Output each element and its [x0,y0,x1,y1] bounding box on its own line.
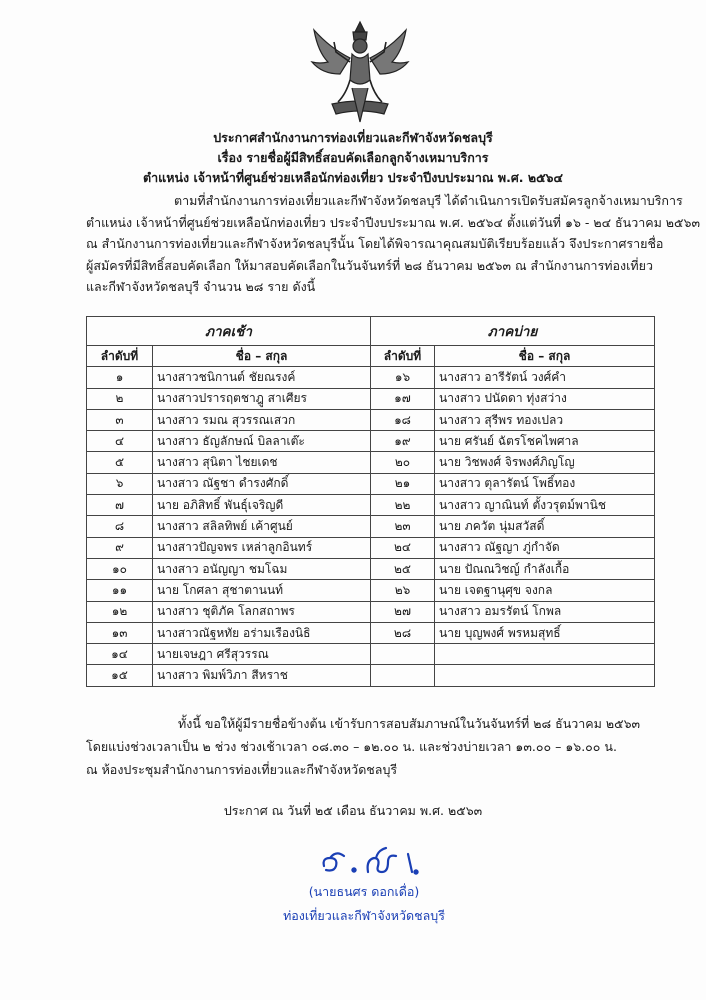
cell-number: ๑๕ [87,665,153,686]
cell-name: นางสาวชนิกานต์ ชัยณรงค์ [153,367,371,388]
closing-paragraph [86,712,686,781]
intro-line: ตำแหน่ง เจ้าหน้าที่ศูนย์ช่วยเหลือนักท่องเที่ยว ประจำปีงบประมาณ พ.ศ. ๒๕๖๔ ตั้งแต่วันที่ ๑๖ - ๒๔ ธันวาคม ๒๕๖๓ [86,214,700,230]
cell-name: นางสาว ปนัดดา ทุ่งสว่าง [435,388,655,409]
intro-line: และกีฬาจังหวัดชลบุรี จำนวน ๒๘ ราย ดังนี้ [86,279,316,294]
cell-number: ๑๑ [87,580,153,601]
cell-number: ๑๒ [87,601,153,622]
cell-name: นางสาว สุนิตา ไชยเดช [153,452,371,473]
cell-number: ๒๕ [371,558,435,579]
cell-name: นางสาว สุรีพร ทองเปลว [435,409,655,430]
header-subject: เรื่อง รายชื่อผู้มีสิทธิ์สอบคัดเลือกลูกจ้างเหมาบริการ [217,150,489,165]
table-row [87,601,655,622]
col-header-name: ชื่อ – สกุล [153,346,371,367]
cell-name: นางสาว พิมพ์วิภา สีหราช [153,665,371,686]
cell-number: ๑๙ [371,431,435,452]
table-row [87,665,655,686]
cell-number: ๒๐ [371,452,435,473]
cell-name: นาย วิชพงศ์ จิรพงศ์ภิญโญ [435,452,655,473]
cell-number: ๒๗ [371,601,435,622]
cell-name: นาย ปัณณวิชญ์ กำลังเกื้อ [435,558,655,579]
cell-number: ๗ [87,495,153,516]
table-row [87,644,655,665]
cell-number: ๑๔ [87,644,153,665]
intro-line: ตามที่สำนักงานการท่องเที่ยวและกีฬาจังหวัดชลบุรี ได้ดำเนินการเปิดรับสมัครลูกจ้างเหมาบริการ [174,193,683,208]
col-header-no: ลำดับที่ [371,346,435,367]
table-row [87,622,655,643]
cell-name: นางสาว ณัฐญา ภู่กำจัด [435,537,655,558]
cell-number [371,644,435,665]
handwritten-signature [316,836,436,882]
signer-block [0,880,706,928]
announcement-date: ประกาศ ณ วันที่ ๒๕ เดือน ธันวาคม พ.ศ. ๒๕๖๓ [223,803,483,818]
morning-session-header: ภาคเช้า [87,317,371,346]
cell-number: ๑๐ [87,558,153,579]
cell-name: นางสาว ญาณินท์ ตั้งวรุตม์พานิช [435,495,655,516]
table-row [87,431,655,452]
table-row [87,580,655,601]
announcement-header [0,128,706,188]
cell-name: นางสาว ณัฐชา ดำรงศักดิ์ [153,473,371,494]
col-header-name: ชื่อ – สกุล [435,346,655,367]
table-row [87,537,655,558]
table-row [87,409,655,430]
cell-number: ๑๗ [371,388,435,409]
cell-name: นางสาว ตุลารัตน์ โพธิ์ทอง [435,473,655,494]
closing-line: โดยแบ่งช่วงเวลาเป็น ๒ ช่วง ช่วงเช้าเวลา ๐๘.๓๐ – ๑๒.๐๐ น. และช่วงบ่ายเวลา ๑๓.๐๐ – ๑๖.๐๐ น. [86,739,617,754]
cell-name: นาย บุญพงศ์ พรหมสุทธิ์ [435,622,655,643]
signer-name: (นายธนศร ดอกเดื่อ) [308,884,420,899]
cell-name [435,644,655,665]
cell-name: นางสาว ชุติภัค โลกสถาพร [153,601,371,622]
cell-number: ๕ [87,452,153,473]
closing-line: ทั้งนี้ ขอให้ผู้มีรายชื่อข้างต้น เข้ารับการสอบสัมภาษณ์ในวันจันทร์ที่ ๒๘ ธันวาคม ๒๕๖๓ [178,716,641,731]
cell-name: นางสาว อารีรัตน์ วงศ์คำ [435,367,655,388]
intro-line: ณ สำนักงานการท่องเที่ยวและกีฬาจังหวัดชลบุรีนั้น โดยได้พิจารณาคุณสมบัติเรียบร้อยแล้ว จึงประกาศรายชื่อ [86,236,664,251]
cell-name: นาย ภควัต นุ่มสวัสดิ์ [435,516,655,537]
candidate-table-body [87,367,655,686]
col-header-no: ลำดับที่ [87,346,153,367]
table-row [87,452,655,473]
cell-number: ๒๑ [371,473,435,494]
cell-name: นางสาวณัฐหทัย อร่ามเรืองนิธิ [153,622,371,643]
cell-name: นางสาว สลิลทิพย์ เค้าศูนย์ [153,516,371,537]
cell-number: ๑๖ [371,367,435,388]
cell-number: ๙ [87,537,153,558]
header-title: ประกาศสำนักงานการท่องเที่ยวและกีฬาจังหวัดชลบุรี [213,130,493,145]
garuda-emblem-icon [300,18,420,126]
cell-name: นางสาวปรารฤตชาฎู สาเศียร [153,388,371,409]
cell-name: นาย เจตฐานุศุข จงกล [435,580,655,601]
cell-name: นางสาว อนัญญา ชมโฉม [153,558,371,579]
table-row [87,558,655,579]
cell-number: ๘ [87,516,153,537]
cell-name: นางสาว ธัญลักษณ์ บิลลาเต๊ะ [153,431,371,452]
cell-number: ๑ [87,367,153,388]
cell-number: ๒๔ [371,537,435,558]
cell-number: ๒๘ [371,622,435,643]
cell-name: นางสาวปัญจพร เหล่าลูกอินทร์ [153,537,371,558]
cell-number: ๑๓ [87,622,153,643]
cell-name: นางสาว อมรรัตน์ โกพล [435,601,655,622]
candidate-table [86,316,655,687]
cell-name: นาย ศรันย์ ฉัตรโชคไพศาล [435,431,655,452]
closing-line: ณ ห้องประชุมสำนักงานการท่องเที่ยวและกีฬาจังหวัดชลบุรี [86,762,398,777]
table-row [87,495,655,516]
cell-number [371,665,435,686]
table-row [87,516,655,537]
cell-number: ๑๘ [371,409,435,430]
table-row [87,388,655,409]
cell-number: ๔ [87,431,153,452]
cell-number: ๒๓ [371,516,435,537]
intro-paragraph [86,190,700,298]
cell-number: ๒ [87,388,153,409]
table-row [87,367,655,388]
cell-number: ๓ [87,409,153,430]
header-position: ตำแหน่ง เจ้าหน้าที่ศูนย์ช่วยเหลือนักท่องเที่ยว ประจำปีงบประมาณ พ.ศ. ๒๕๖๔ [143,170,563,185]
cell-name: นายเจษฎา ศรีสุวรรณ [153,644,371,665]
cell-name: นาย โกศลา สุชาตานนท์ [153,580,371,601]
intro-line: ผู้สมัครที่มีสิทธิ์สอบคัดเลือก ให้มาสอบคัดเลือกในวันจันทร์ที่ ๒๘ ธันวาคม ๒๕๖๓ ณ สำนักงานการท่องเที่ยว [86,257,653,273]
table-row [87,473,655,494]
cell-number: ๖ [87,473,153,494]
cell-name: นาย อภิสิทธิ์ พันธุ์เจริญดี [153,495,371,516]
cell-name: นางสาว รมณ สุวรรณเสวก [153,409,371,430]
cell-name [435,665,655,686]
cell-number: ๒๖ [371,580,435,601]
signer-position: ท่องเที่ยวและกีฬาจังหวัดชลบุรี [283,908,445,923]
afternoon-session-header: ภาคบ่าย [371,317,655,346]
cell-number: ๒๒ [371,495,435,516]
